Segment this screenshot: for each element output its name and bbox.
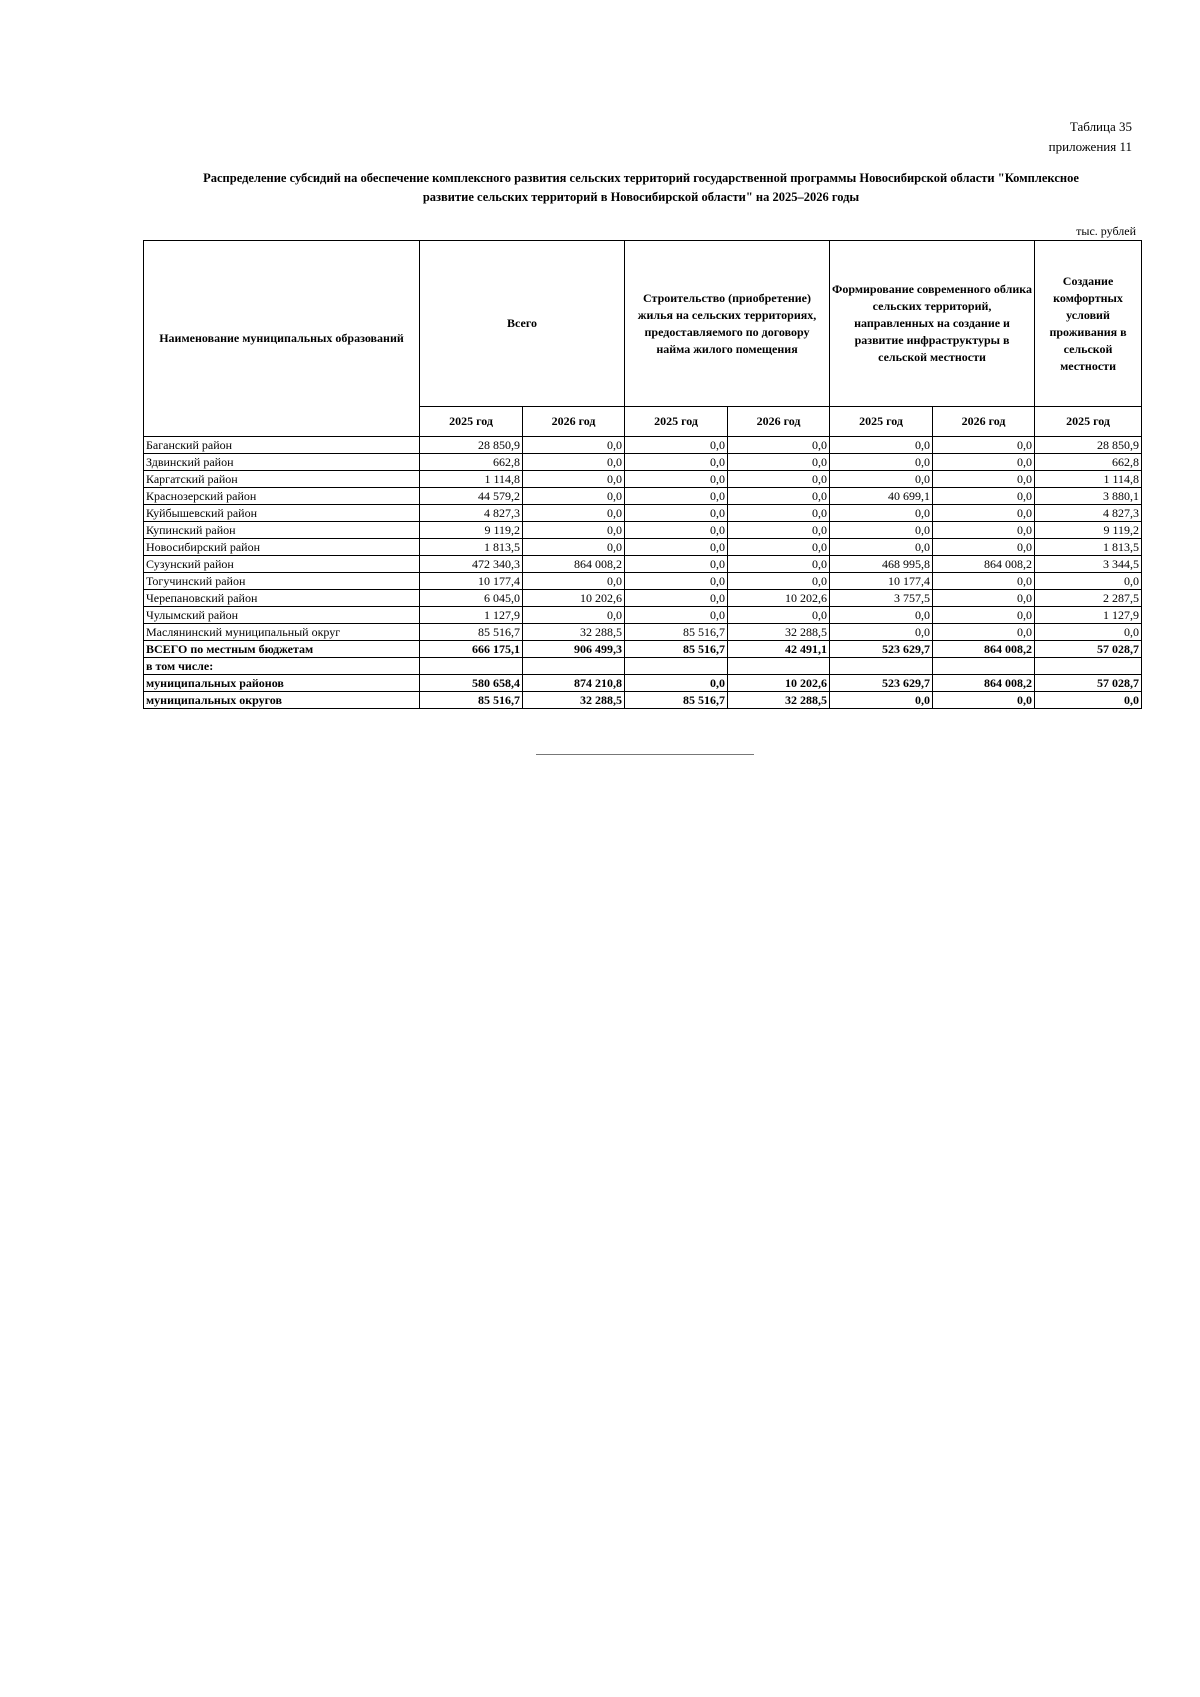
value-cell: 1 114,8 (420, 471, 523, 488)
row-name: Купинский район (144, 522, 420, 539)
value-cell: 0,0 (625, 573, 728, 590)
value-cell: 0,0 (830, 522, 933, 539)
value-cell: 662,8 (420, 454, 523, 471)
value-cell: 0,0 (933, 471, 1035, 488)
value-cell: 57 028,7 (1035, 641, 1142, 658)
value-cell: 3 757,5 (830, 590, 933, 607)
value-cell (830, 658, 933, 675)
value-cell: 1 813,5 (1035, 539, 1142, 556)
value-cell: 906 499,3 (523, 641, 625, 658)
value-cell: 0,0 (523, 454, 625, 471)
table-row (144, 607, 1142, 624)
value-cell: 0,0 (830, 539, 933, 556)
value-cell: 662,8 (1035, 454, 1142, 471)
value-cell: 0,0 (523, 539, 625, 556)
table-row (144, 471, 1142, 488)
value-cell: 3 880,1 (1035, 488, 1142, 505)
row-name: Краснозерский район (144, 488, 420, 505)
value-cell: 0,0 (625, 471, 728, 488)
column-group-total: Всего (420, 241, 625, 407)
value-cell: 0,0 (728, 607, 830, 624)
value-cell: 0,0 (625, 590, 728, 607)
value-cell: 32 288,5 (728, 624, 830, 641)
value-cell: 0,0 (830, 607, 933, 624)
value-cell: 0,0 (933, 505, 1035, 522)
value-cell: 57 028,7 (1035, 675, 1142, 692)
value-cell: 523 629,7 (830, 641, 933, 658)
value-cell: 0,0 (728, 488, 830, 505)
value-cell: 32 288,5 (523, 692, 625, 709)
value-cell: 0,0 (523, 437, 625, 454)
value-cell: 0,0 (523, 505, 625, 522)
value-cell: 472 340,3 (420, 556, 523, 573)
value-cell: 0,0 (728, 437, 830, 454)
units-label: тыс. рублей (1076, 224, 1136, 238)
row-name: Тогучинский район (144, 573, 420, 590)
row-name: Каргатский район (144, 471, 420, 488)
column-header-name: Наименование муниципальных образований (144, 241, 420, 437)
value-cell (523, 658, 625, 675)
value-cell: 44 579,2 (420, 488, 523, 505)
value-cell: 0,0 (625, 522, 728, 539)
value-cell: 864 008,2 (523, 556, 625, 573)
value-cell: 0,0 (830, 437, 933, 454)
value-cell: 0,0 (933, 573, 1035, 590)
value-cell: 864 008,2 (933, 556, 1035, 573)
table-row (144, 590, 1142, 607)
value-cell: 0,0 (523, 573, 625, 590)
row-name: Новосибирский район (144, 539, 420, 556)
value-cell: 1 127,9 (420, 607, 523, 624)
value-cell: 0,0 (933, 488, 1035, 505)
value-cell: 6 045,0 (420, 590, 523, 607)
value-cell: 85 516,7 (420, 624, 523, 641)
value-cell: 28 850,9 (1035, 437, 1142, 454)
value-cell: 4 827,3 (420, 505, 523, 522)
title-line-1: Распределение субсидий на обеспечение комплексного развития сельских территорий государственной программы Новосибирской области "Комплексное (203, 171, 1079, 185)
document-title (142, 169, 1140, 207)
value-cell: 0,0 (933, 590, 1035, 607)
value-cell: 864 008,2 (933, 675, 1035, 692)
value-cell: 32 288,5 (523, 624, 625, 641)
column-group-housing: Строительство (приобретение) жилья на сельских территориях, предоставляемого по договору найма жилого помещения (625, 241, 830, 407)
value-cell: 3 344,5 (1035, 556, 1142, 573)
table-row (144, 692, 1142, 709)
table-row (144, 488, 1142, 505)
table-row (144, 675, 1142, 692)
value-cell: 0,0 (728, 522, 830, 539)
header-row (144, 241, 1142, 407)
value-cell: 32 288,5 (728, 692, 830, 709)
value-cell: 28 850,9 (420, 437, 523, 454)
table-row (144, 624, 1142, 641)
year-header: 2026 год (933, 407, 1035, 437)
value-cell: 42 491,1 (728, 641, 830, 658)
value-cell (625, 658, 728, 675)
value-cell: 468 995,8 (830, 556, 933, 573)
value-cell (933, 658, 1035, 675)
value-cell: 0,0 (1035, 624, 1142, 641)
value-cell: 864 008,2 (933, 641, 1035, 658)
value-cell: 0,0 (933, 539, 1035, 556)
value-cell: 0,0 (625, 556, 728, 573)
value-cell: 666 175,1 (420, 641, 523, 658)
column-group-comfort: Создание комфортных условий проживания в сельской местности (1035, 241, 1142, 407)
table-row (144, 641, 1142, 658)
value-cell: 0,0 (625, 454, 728, 471)
table-row (144, 522, 1142, 539)
row-name: ВСЕГО по местным бюджетам (144, 641, 420, 658)
value-cell: 85 516,7 (625, 692, 728, 709)
value-cell: 2 287,5 (1035, 590, 1142, 607)
value-cell: 580 658,4 (420, 675, 523, 692)
value-cell: 0,0 (523, 522, 625, 539)
value-cell (728, 658, 830, 675)
row-name: Маслянинский муниципальный округ (144, 624, 420, 641)
table-reference (1049, 117, 1132, 157)
value-cell: 0,0 (933, 607, 1035, 624)
value-cell: 0,0 (625, 539, 728, 556)
value-cell: 0,0 (1035, 692, 1142, 709)
table-row (144, 454, 1142, 471)
row-name: Баганский район (144, 437, 420, 454)
value-cell: 0,0 (933, 692, 1035, 709)
value-cell (420, 658, 523, 675)
value-cell: 10 202,6 (523, 590, 625, 607)
table-body (144, 437, 1142, 709)
value-cell: 0,0 (830, 454, 933, 471)
year-header: 2026 год (523, 407, 625, 437)
row-name: муниципальных округов (144, 692, 420, 709)
value-cell: 0,0 (830, 692, 933, 709)
table-number: Таблица 35 (1069, 119, 1132, 134)
value-cell: 10 177,4 (830, 573, 933, 590)
value-cell: 0,0 (1035, 573, 1142, 590)
year-header: 2025 год (830, 407, 933, 437)
value-cell: 0,0 (728, 454, 830, 471)
row-name: муниципальных районов (144, 675, 420, 692)
table-row (144, 573, 1142, 590)
value-cell: 0,0 (625, 675, 728, 692)
value-cell: 0,0 (625, 505, 728, 522)
table-row (144, 658, 1142, 675)
value-cell: 874 210,8 (523, 675, 625, 692)
value-cell: 0,0 (523, 471, 625, 488)
bottom-divider (536, 754, 754, 755)
year-header: 2025 год (1035, 407, 1142, 437)
value-cell: 1 813,5 (420, 539, 523, 556)
value-cell: 0,0 (523, 607, 625, 624)
row-name: Сузунский район (144, 556, 420, 573)
value-cell: 0,0 (933, 454, 1035, 471)
value-cell: 0,0 (933, 624, 1035, 641)
value-cell: 10 177,4 (420, 573, 523, 590)
year-header: 2025 год (625, 407, 728, 437)
value-cell: 10 202,6 (728, 675, 830, 692)
value-cell: 9 119,2 (420, 522, 523, 539)
value-cell: 0,0 (830, 471, 933, 488)
value-cell: 0,0 (625, 437, 728, 454)
value-cell: 85 516,7 (625, 641, 728, 658)
value-cell: 0,0 (933, 522, 1035, 539)
year-header: 2025 год (420, 407, 523, 437)
value-cell: 523 629,7 (830, 675, 933, 692)
subsidies-table (143, 240, 1142, 709)
table-row (144, 437, 1142, 454)
value-cell: 1 114,8 (1035, 471, 1142, 488)
value-cell: 0,0 (523, 488, 625, 505)
value-cell (1035, 658, 1142, 675)
value-cell: 0,0 (830, 624, 933, 641)
value-cell: 0,0 (830, 505, 933, 522)
value-cell: 0,0 (728, 556, 830, 573)
value-cell: 0,0 (728, 539, 830, 556)
value-cell: 9 119,2 (1035, 522, 1142, 539)
table-row (144, 539, 1142, 556)
value-cell: 85 516,7 (625, 624, 728, 641)
table-row (144, 505, 1142, 522)
value-cell: 40 699,1 (830, 488, 933, 505)
appendix-number: приложения 11 (1048, 139, 1132, 154)
row-name: Чулымский район (144, 607, 420, 624)
value-cell: 0,0 (728, 573, 830, 590)
year-header: 2026 год (728, 407, 830, 437)
value-cell: 1 127,9 (1035, 607, 1142, 624)
row-name: в том числе: (144, 658, 420, 675)
value-cell: 0,0 (728, 505, 830, 522)
value-cell: 85 516,7 (420, 692, 523, 709)
row-name: Здвинский район (144, 454, 420, 471)
column-group-infrastructure: Формирование современного облика сельских территорий, направленных на создание и развитие инфраструктуры в сельской местности (830, 241, 1035, 407)
value-cell: 10 202,6 (728, 590, 830, 607)
value-cell: 0,0 (625, 488, 728, 505)
title-line-2: развитие сельских территорий в Новосибирской области" на 2025–2026 годы (422, 190, 860, 204)
row-name: Куйбышевский район (144, 505, 420, 522)
value-cell: 0,0 (933, 437, 1035, 454)
value-cell: 0,0 (625, 607, 728, 624)
row-name: Черепановский район (144, 590, 420, 607)
value-cell: 0,0 (728, 471, 830, 488)
table-row (144, 556, 1142, 573)
value-cell: 4 827,3 (1035, 505, 1142, 522)
